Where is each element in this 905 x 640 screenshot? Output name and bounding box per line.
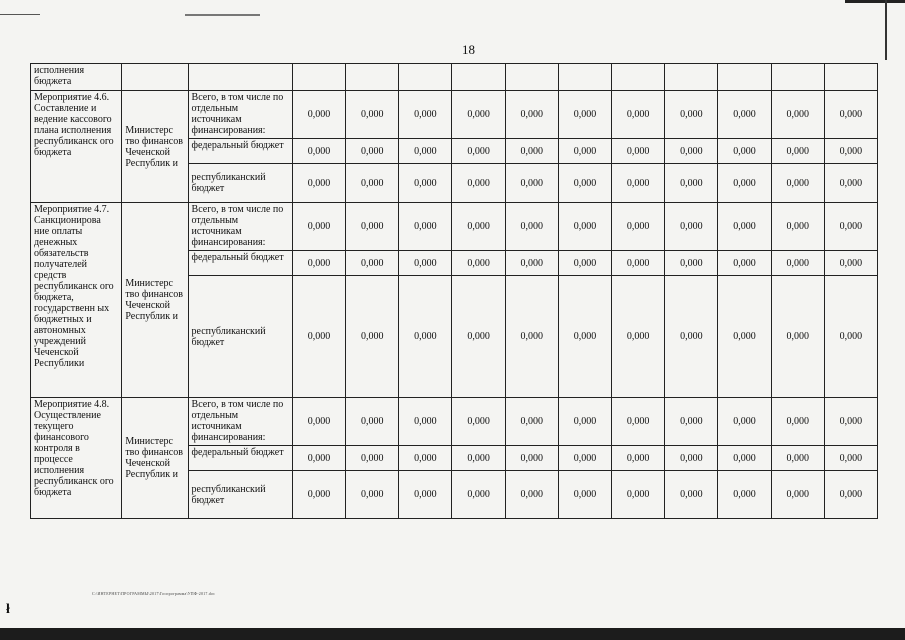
value-cell: 0,000	[292, 164, 345, 203]
value-cell: 0,000	[665, 471, 718, 519]
value-cell: 0,000	[612, 164, 665, 203]
value-cell: 0,000	[612, 446, 665, 471]
value-cell: 0,000	[824, 251, 877, 276]
table-row-continuation	[31, 64, 878, 91]
value-cell: 0,000	[718, 446, 771, 471]
value-cell: 0,000	[346, 251, 399, 276]
value-cell	[399, 64, 452, 91]
value-cell: 0,000	[612, 398, 665, 446]
value-cell: 0,000	[399, 164, 452, 203]
value-cell	[665, 64, 718, 91]
value-cell: 0,000	[346, 139, 399, 164]
scan-artifact-line	[185, 14, 260, 16]
value-cell: 0,000	[292, 471, 345, 519]
value-cell: 0,000	[505, 276, 558, 398]
activity-cell: Мероприятие 4.7. Санкционирова ние оплаты денежных обязательств получателей средств республиканск ого бюджета, государственн ых бюджетных и автономных учреждений Чеченской Республики	[31, 203, 122, 398]
table-row	[31, 203, 878, 251]
value-cell: 0,000	[824, 276, 877, 398]
value-cell: 0,000	[292, 398, 345, 446]
value-cell: 0,000	[771, 251, 824, 276]
value-cell: 0,000	[399, 91, 452, 139]
value-cell: 0,000	[399, 276, 452, 398]
value-cell: 0,000	[505, 91, 558, 139]
value-cell: 0,000	[665, 251, 718, 276]
value-cell	[718, 64, 771, 91]
value-cell: 0,000	[558, 251, 611, 276]
activity-cell: исполнения бюджета	[31, 64, 122, 91]
value-cell: 0,000	[824, 164, 877, 203]
value-cell: 0,000	[346, 471, 399, 519]
value-cell: 0,000	[505, 203, 558, 251]
value-cell: 0,000	[718, 139, 771, 164]
source-cell: федеральный бюджет	[188, 139, 292, 164]
value-cell	[771, 64, 824, 91]
value-cell: 0,000	[292, 446, 345, 471]
value-cell: 0,000	[346, 276, 399, 398]
value-cell: 0,000	[399, 446, 452, 471]
value-cell: 0,000	[612, 139, 665, 164]
value-cell: 0,000	[399, 139, 452, 164]
value-cell: 0,000	[558, 164, 611, 203]
value-cell	[612, 64, 665, 91]
value-cell: 0,000	[771, 139, 824, 164]
value-cell: 0,000	[452, 203, 505, 251]
value-cell: 0,000	[771, 164, 824, 203]
value-cell: 0,000	[452, 139, 505, 164]
value-cell: 0,000	[718, 398, 771, 446]
source-cell: Всего, в том числе по отдельным источникам финансирования:	[188, 398, 292, 446]
value-cell: 0,000	[558, 276, 611, 398]
value-cell: 0,000	[346, 164, 399, 203]
value-cell: 0,000	[824, 139, 877, 164]
source-cell: федеральный бюджет	[188, 251, 292, 276]
table-row	[31, 398, 878, 446]
value-cell: 0,000	[452, 164, 505, 203]
value-cell: 0,000	[771, 398, 824, 446]
value-cell: 0,000	[399, 203, 452, 251]
value-cell: 0,000	[452, 251, 505, 276]
value-cell: 0,000	[452, 91, 505, 139]
value-cell: 0,000	[718, 164, 771, 203]
value-cell: 0,000	[824, 203, 877, 251]
value-cell: 0,000	[771, 203, 824, 251]
value-cell: 0,000	[665, 446, 718, 471]
value-cell: 0,000	[718, 251, 771, 276]
value-cell: 0,000	[612, 471, 665, 519]
value-cell: 0,000	[505, 251, 558, 276]
value-cell: 0,000	[665, 139, 718, 164]
table-row	[31, 91, 878, 139]
value-cell: 0,000	[824, 398, 877, 446]
value-cell: 0,000	[399, 251, 452, 276]
scan-artifact-mark: ł	[6, 602, 10, 617]
value-cell: 0,000	[505, 398, 558, 446]
value-cell: 0,000	[612, 251, 665, 276]
value-cell: 0,000	[558, 446, 611, 471]
value-cell: 0,000	[824, 471, 877, 519]
value-cell: 0,000	[612, 203, 665, 251]
value-cell: 0,000	[718, 91, 771, 139]
value-cell: 0,000	[771, 91, 824, 139]
source-cell: республиканский бюджет	[188, 276, 292, 398]
source-cell: Всего, в том числе по отдельным источникам финансирования:	[188, 203, 292, 251]
executor-cell: Министерс тво финансов Чеченской Республик и	[122, 91, 188, 203]
value-cell	[824, 64, 877, 91]
value-cell: 0,000	[718, 471, 771, 519]
scan-artifact-line	[0, 14, 40, 15]
executor-cell: Министерс тво финансов Чеченской Республик и	[122, 203, 188, 398]
value-cell: 0,000	[771, 276, 824, 398]
value-cell: 0,000	[505, 164, 558, 203]
value-cell: 0,000	[558, 471, 611, 519]
value-cell: 0,000	[558, 139, 611, 164]
budget-table	[30, 63, 878, 519]
value-cell: 0,000	[292, 139, 345, 164]
value-cell	[452, 64, 505, 91]
value-cell: 0,000	[505, 139, 558, 164]
value-cell: 0,000	[346, 398, 399, 446]
value-cell	[346, 64, 399, 91]
value-cell: 0,000	[824, 446, 877, 471]
value-cell: 0,000	[665, 398, 718, 446]
scan-artifact-bottom	[0, 628, 905, 640]
value-cell: 0,000	[346, 91, 399, 139]
value-cell: 0,000	[718, 276, 771, 398]
value-cell: 0,000	[399, 471, 452, 519]
value-cell	[505, 64, 558, 91]
value-cell: 0,000	[346, 446, 399, 471]
value-cell: 0,000	[452, 446, 505, 471]
value-cell: 0,000	[505, 446, 558, 471]
value-cell: 0,000	[452, 276, 505, 398]
value-cell: 0,000	[665, 276, 718, 398]
source-cell: федеральный бюджет	[188, 446, 292, 471]
executor-cell	[122, 64, 188, 91]
value-cell: 0,000	[665, 164, 718, 203]
activity-cell: Мероприятие 4.8. Осуществление текущего финансового контроля в процессе исполнения республиканск ого бюджета	[31, 398, 122, 519]
value-cell	[558, 64, 611, 91]
value-cell: 0,000	[665, 91, 718, 139]
scan-artifact-corner	[845, 0, 905, 11]
page-number: 18	[462, 42, 475, 57]
value-cell: 0,000	[505, 471, 558, 519]
value-cell: 0,000	[718, 203, 771, 251]
value-cell: 0,000	[612, 91, 665, 139]
source-cell: республиканский бюджет	[188, 471, 292, 519]
value-cell: 0,000	[558, 203, 611, 251]
value-cell: 0,000	[292, 276, 345, 398]
value-cell: 0,000	[771, 446, 824, 471]
activity-cell: Мероприятие 4.6. Составление и ведение кассового плана исполнения республиканск ого бюджета	[31, 91, 122, 203]
value-cell: 0,000	[292, 203, 345, 251]
value-cell: 0,000	[452, 398, 505, 446]
executor-cell: Министерс тво финансов Чеченской Республик и	[122, 398, 188, 519]
value-cell: 0,000	[771, 471, 824, 519]
value-cell: 0,000	[292, 251, 345, 276]
value-cell: 0,000	[558, 91, 611, 139]
value-cell: 0,000	[292, 91, 345, 139]
value-cell: 0,000	[824, 91, 877, 139]
value-cell: 0,000	[452, 471, 505, 519]
value-cell	[292, 64, 345, 91]
source-cell	[188, 64, 292, 91]
footer-file-path: C:\ИНТЕРНЕТ\ПРОГРАММЫ\2017\Госпрограмма\УПФ-2017.doc	[92, 591, 216, 596]
scan-artifact-edge	[885, 0, 887, 60]
value-cell: 0,000	[665, 203, 718, 251]
source-cell: Всего, в том числе по отдельным источникам финансирования:	[188, 91, 292, 139]
value-cell: 0,000	[399, 398, 452, 446]
value-cell: 0,000	[612, 276, 665, 398]
source-cell: республиканский бюджет	[188, 164, 292, 203]
value-cell: 0,000	[558, 398, 611, 446]
value-cell: 0,000	[346, 203, 399, 251]
